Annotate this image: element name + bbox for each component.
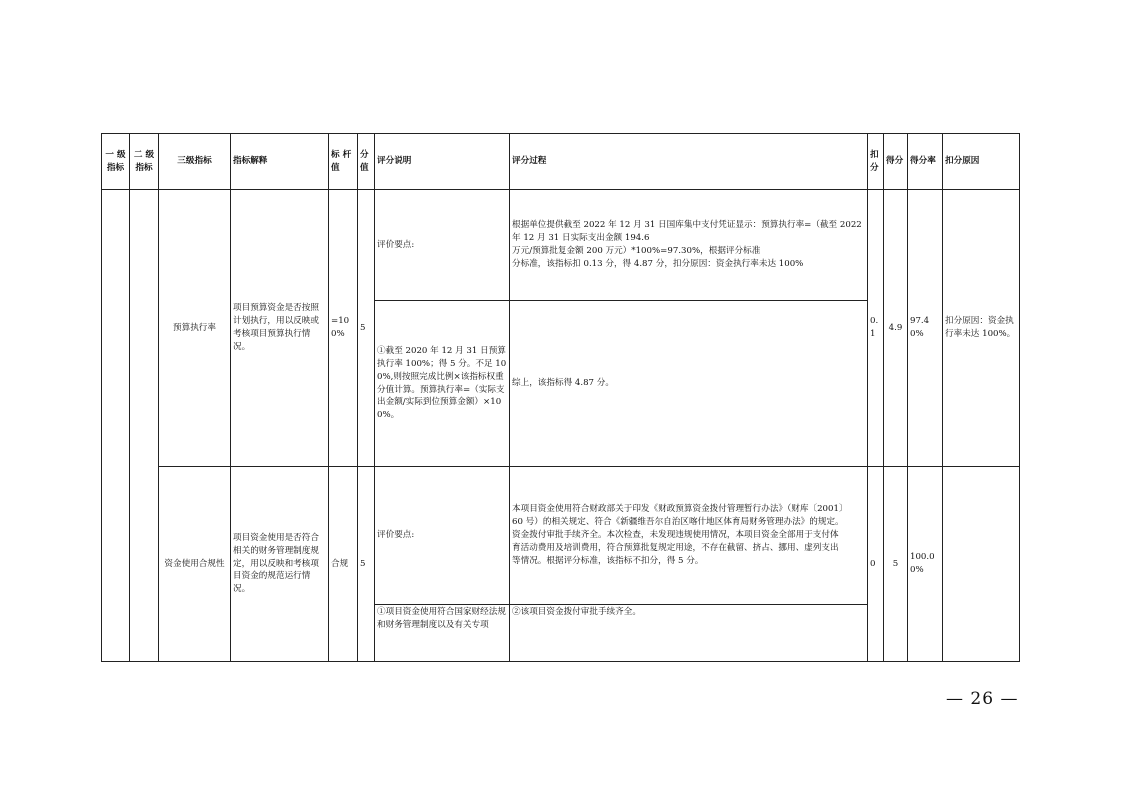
criteria-bottom-cell: ①截至 2020 年 12 月 31 日预算执行率 100%；得 5 分。不足 100%,则按照完成比例×该指标权重分值计算。预算执行率=（实际支出金额/实际到位预算金额）×100%。	[375, 301, 510, 467]
header-criteria: 评分说明	[375, 134, 510, 190]
points-cell: 5	[358, 467, 375, 662]
process-bottom-cell: 综上，该指标得 4.87 分。	[510, 301, 868, 467]
header-level1: 一 级 指标	[102, 134, 130, 190]
criteria-bottom-cell: ①项目资金使用符合国家财经法规和财务管理制度以及有关专项	[375, 605, 510, 662]
deduct-cell: 0.1	[868, 190, 884, 467]
evaluation-table	[101, 133, 1020, 662]
level2-cell	[130, 190, 159, 662]
table-row	[102, 190, 1020, 301]
level1-cell	[102, 190, 130, 662]
level3-cell: 资金使用合规性	[159, 467, 231, 662]
header-process: 评分过程	[510, 134, 868, 190]
header-explain: 指标解释	[231, 134, 329, 190]
header-benchmark: 标 杆 值	[329, 134, 358, 190]
reason-cell: 扣分原因：资金执行率未达 100%。	[943, 190, 1020, 467]
benchmark-cell: =100%	[329, 190, 358, 467]
header-deduct: 扣 分	[868, 134, 884, 190]
benchmark-cell: 合规	[329, 467, 358, 662]
explain-cell: 项目资金使用是否符合相关的财务管理制度规定，用以反映和考核项目资金的规范运行情况。	[231, 467, 329, 662]
header-score: 得分	[884, 134, 908, 190]
explain-cell: 项目预算资金是否按照计划执行，用以反映或考核项目预算执行情况。	[231, 190, 329, 467]
score-cell: 5	[884, 467, 908, 662]
level3-cell: 预算执行率	[159, 190, 231, 467]
rate-cell: 100.00%	[908, 467, 943, 662]
table-row	[102, 467, 1020, 605]
process-top-cell: 本项目资金使用符合财政部关于印发《财政预算资金拨付管理暂行办法》（财库〔2001〕 60 号）的相关规定、符合《新疆维吾尔自治区喀什地区体育局财务管理办法》的规定。 资金拨付审批手续齐全。本次检查，未发现违规使用情况，本项目资金全部用于支付体 育活动费用及培训费用，符合预算批复规定用途，不存在截留、挤占、挪用、虚列支出 等情况。根据评分标准，该指标不扣分，得 5 分。	[510, 467, 868, 605]
score-cell: 4.9	[884, 190, 908, 467]
header-level2: 二 级 指标	[130, 134, 159, 190]
criteria-top-cell: 评价要点:	[375, 467, 510, 605]
header-level3: 三级指标	[159, 134, 231, 190]
criteria-top-cell: 评价要点:	[375, 190, 510, 301]
process-bottom-cell: ②该项目资金拨付审批手续齐全。	[510, 605, 868, 662]
process-top-cell: 根据单位提供截至 2022 年 12 月 31 日国库集中支付凭证显示：预算执行率=（截至 2022 年 12 月 31 日实际支出金额 194.6 万元/预算批复金额 200 万元）*100%=97.30%，根据评分标准 分标准，该指标扣 0.13 分，得 4.87 分，扣分原因：资金执行率未达 100%	[510, 190, 868, 301]
rate-cell: 97.40%	[908, 190, 943, 467]
header-points: 分 值	[358, 134, 375, 190]
deduct-cell: 0	[868, 467, 884, 662]
page-number: — 26 —	[946, 689, 1019, 709]
reason-cell	[943, 467, 1020, 662]
header-rate: 得分率	[908, 134, 943, 190]
points-cell: 5	[358, 190, 375, 467]
header-reason: 扣分原因	[943, 134, 1020, 190]
header-row	[102, 134, 1020, 190]
